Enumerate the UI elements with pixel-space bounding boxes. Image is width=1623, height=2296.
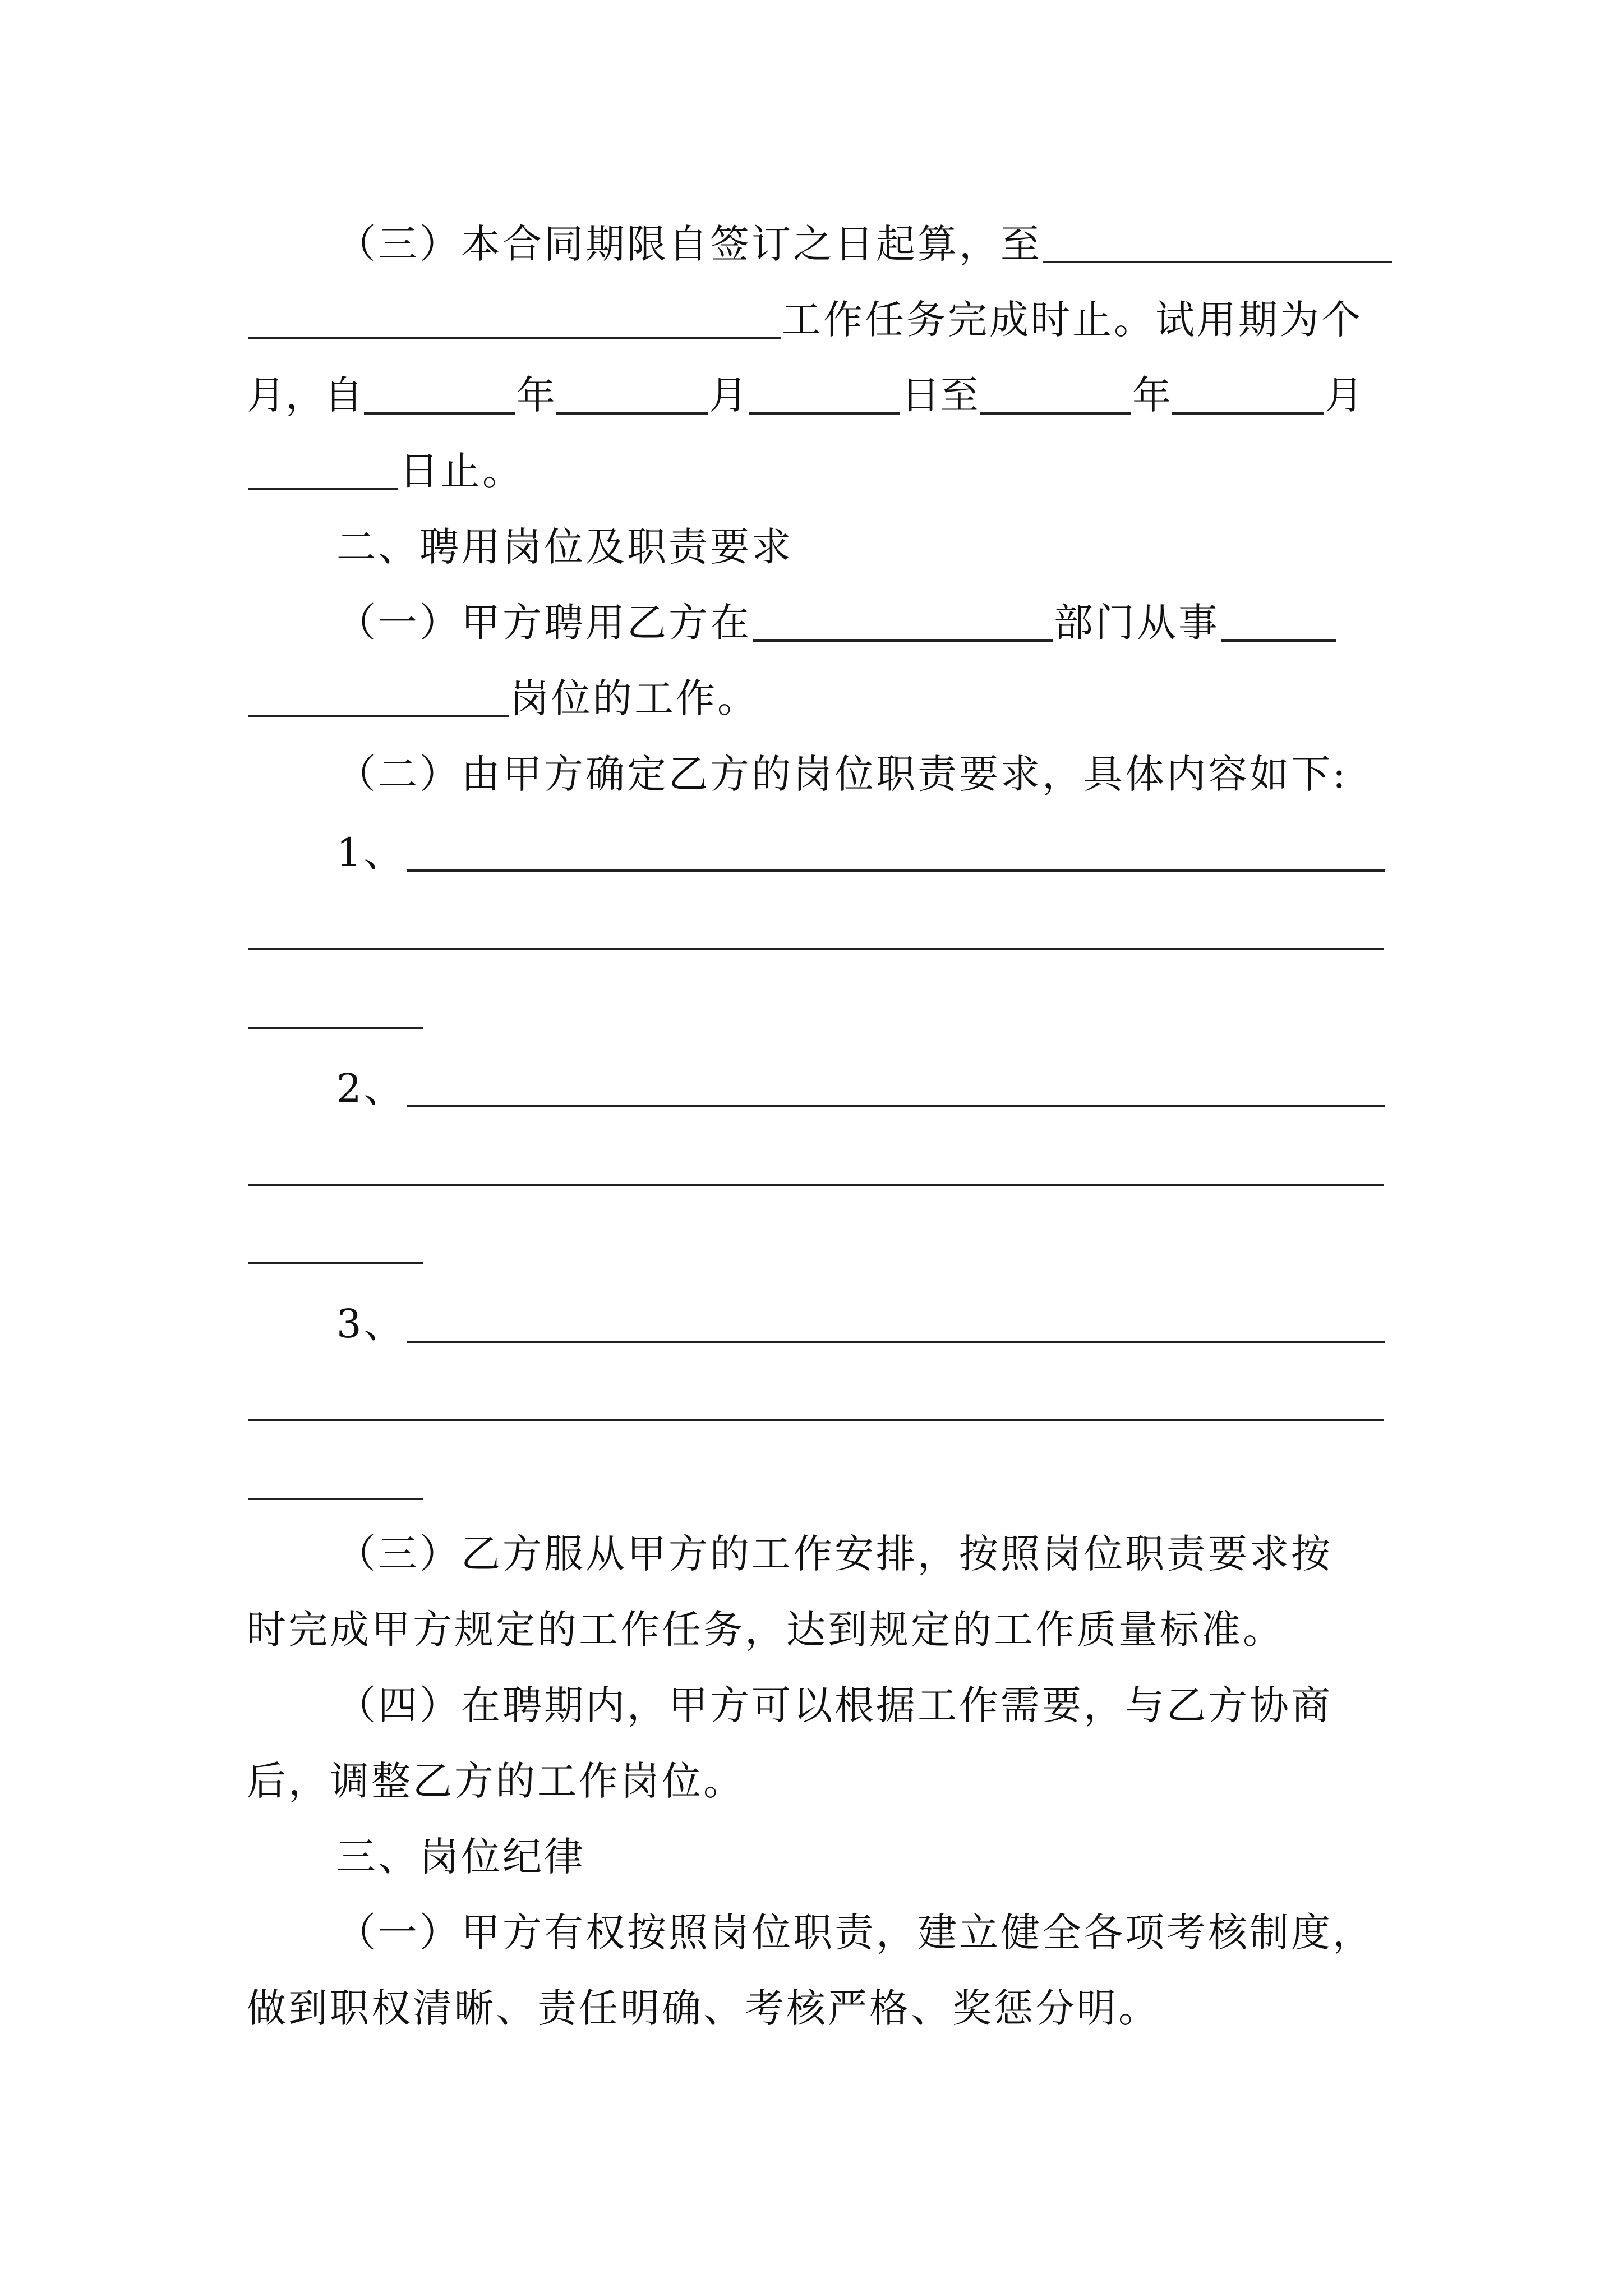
year-label-2: 年 xyxy=(1132,373,1171,418)
probation-end-line xyxy=(247,432,1385,510)
probation-from-label: 月，自 xyxy=(247,373,363,418)
year-label: 年 xyxy=(517,373,555,418)
duty-2-line-2 xyxy=(247,1128,1385,1206)
probation-line xyxy=(247,356,1385,435)
obey-line-2: 时完成甲方规定的工作任务，达到规定的工作质量标准。 xyxy=(247,1607,1284,1653)
probation-end-month-blank[interactable] xyxy=(1172,356,1324,415)
duty-1-line-3 xyxy=(247,970,1385,1049)
position-line-1 xyxy=(247,583,1475,662)
term-line-1 xyxy=(247,205,1475,283)
probation-end-text: 日止。 xyxy=(399,448,524,494)
probation-start-month-blank[interactable] xyxy=(556,356,708,415)
duty-2-number: 2、 xyxy=(336,1065,405,1111)
job-blank[interactable] xyxy=(1221,583,1336,642)
duty-2-blank-cont[interactable] xyxy=(248,1128,1384,1186)
duty-2-line-1 xyxy=(247,1049,1475,1128)
duty-3-line-2 xyxy=(247,1363,1385,1442)
duty-1-blank[interactable] xyxy=(407,813,1385,872)
discipline-line-2: 做到职权清晰、责任明确、考核严格、奖惩分明。 xyxy=(247,1985,1160,2031)
position-text-1: （一）甲方聘用乙方在 xyxy=(336,600,751,646)
position-text-3: 岗位的工作。 xyxy=(510,675,759,721)
department-blank[interactable] xyxy=(753,583,1053,642)
duty-1-line-2 xyxy=(247,892,1385,970)
month-label: 月 xyxy=(709,373,748,418)
duty-1-blank-cont[interactable] xyxy=(248,892,1384,950)
duty-3-number: 3、 xyxy=(336,1301,405,1347)
duty-3-blank-end[interactable] xyxy=(248,1442,423,1500)
term-line-2 xyxy=(247,280,1385,359)
duty-3-line-1 xyxy=(247,1285,1475,1363)
probation-start-day-blank[interactable] xyxy=(749,356,900,415)
position-text-2: 部门从事 xyxy=(1054,600,1220,646)
probation-start-year-blank[interactable] xyxy=(364,356,515,415)
duty-1-number: 1、 xyxy=(336,830,405,876)
term-text-2: 工作任务完成时止。试用期为个 xyxy=(782,297,1363,343)
duty-3-blank-cont[interactable] xyxy=(248,1363,1384,1421)
adjust-line-1: （四）在聘期内，甲方可以根据工作需要，与乙方协商 xyxy=(336,1682,1332,1728)
adjust-line-2: 后，调整乙方的工作岗位。 xyxy=(247,1758,745,1804)
term-end-blank[interactable] xyxy=(1043,205,1392,263)
month-label-2: 月 xyxy=(1325,373,1363,418)
duty-3-line-3 xyxy=(247,1442,1385,1520)
duty-2-line-3 xyxy=(247,1206,1385,1285)
section2-heading: 二、聘用岗位及职责要求 xyxy=(336,524,793,570)
job-blank-cont[interactable] xyxy=(248,659,509,717)
duty-1-line-1 xyxy=(247,813,1475,892)
obey-line-1: （三）乙方服从甲方的工作安排，按照岗位职责要求按 xyxy=(336,1531,1332,1577)
day-to-label: 日至 xyxy=(901,373,979,418)
duty-2-blank-end[interactable] xyxy=(248,1206,423,1264)
term-end-blank-cont[interactable] xyxy=(248,280,781,339)
duty-intro: （二）由甲方确定乙方的岗位职责要求，具体内容如下: xyxy=(336,751,1348,797)
probation-end-year-blank[interactable] xyxy=(980,356,1131,415)
duty-2-blank[interactable] xyxy=(407,1049,1385,1107)
term-text-1: （三）本合同期限自签订之日起算，至 xyxy=(336,221,1042,267)
duty-3-blank[interactable] xyxy=(407,1285,1385,1343)
section3-heading: 三、岗位纪律 xyxy=(336,1834,585,1880)
duty-1-blank-end[interactable] xyxy=(248,970,423,1029)
probation-end-day-blank[interactable] xyxy=(248,432,398,490)
position-line-2 xyxy=(247,659,1385,738)
discipline-line-1: （一）甲方有权按照岗位职责，建立健全各项考核制度， xyxy=(336,1910,1374,1955)
